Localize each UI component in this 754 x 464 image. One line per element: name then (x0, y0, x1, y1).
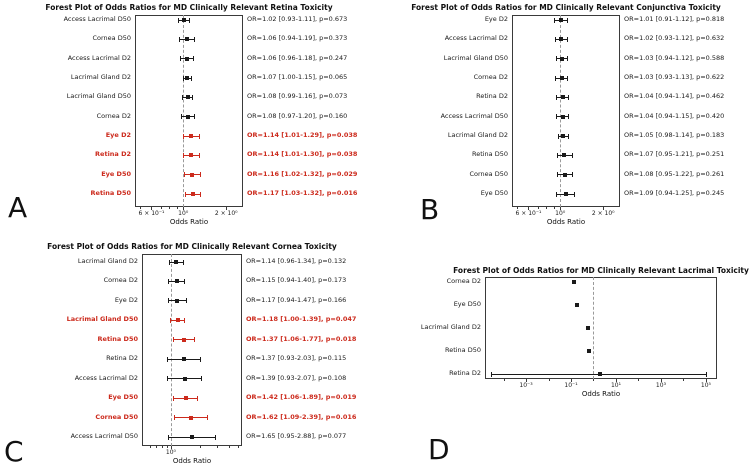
error-bar-cap (167, 357, 168, 362)
reference-line (183, 15, 184, 207)
row-label: Access Lacrimal D2 (444, 34, 508, 43)
x-tick-label: 2 × 10⁰ (591, 210, 615, 217)
minor-x-tick (593, 379, 594, 381)
row-label: Eye D2 (114, 295, 138, 304)
panel-letter-c: C (4, 435, 24, 464)
x-tick-label: 6 × 10⁻¹ (515, 210, 542, 217)
error-bar-cap (181, 114, 182, 119)
error-bar-cap (186, 298, 187, 303)
or-annotation: OR=1.04 [0.94-1.15], p=0.420 (624, 111, 725, 120)
error-bar-cap (200, 172, 201, 177)
error-bar-cap (167, 376, 168, 381)
minor-x-tick (638, 379, 639, 381)
minor-x-tick (200, 446, 201, 448)
error-bar-cap (557, 153, 558, 158)
reference-line (593, 277, 594, 379)
or-annotation: OR=1.06 [0.94-1.19], p=0.373 (247, 34, 348, 43)
error-bar-cap (574, 192, 575, 197)
error-bar-cap (194, 337, 195, 342)
minor-x-tick (546, 207, 547, 209)
row-label: Eye D50 (453, 300, 481, 308)
minor-x-tick (238, 446, 239, 448)
or-marker (598, 372, 602, 376)
minor-x-tick (504, 379, 505, 381)
row-label: Cornea D50 (92, 34, 131, 43)
row-label: Eye D2 (484, 15, 508, 23)
row-label: Lacrimal Gland D50 (66, 92, 131, 101)
or-annotation: OR=1.09 [0.94-1.25], p=0.245 (624, 189, 725, 197)
error-bar-cap (192, 95, 193, 100)
row-label: Cornea D2 (96, 111, 131, 120)
or-marker (563, 173, 567, 177)
error-bar-cap (556, 192, 557, 197)
or-annotation: OR=1.14 [0.96-1.34], p=0.132 (246, 257, 347, 265)
or-marker (189, 134, 193, 138)
plot-area (485, 277, 717, 379)
row-label: Cornea D2 (446, 277, 481, 285)
or-annotation: OR=1.39 [0.93-2.07], p=0.108 (246, 373, 347, 382)
panel-title: Forest Plot of Odds Ratios for MD Clinically Relevant Lacrimal Toxicity (453, 266, 749, 275)
or-marker (184, 396, 188, 400)
error-bar-cap (200, 357, 201, 362)
error-bar-cap (555, 37, 556, 42)
or-annotation: OR=1.05 [0.98-1.14], p=0.183 (624, 131, 725, 139)
error-bar-cap (567, 37, 568, 42)
row-label: Lacrimal Gland D50 (443, 53, 508, 62)
or-marker (182, 18, 186, 22)
row-label: Eye D50 (480, 189, 508, 197)
x-axis-label: Odds Ratio (169, 218, 209, 226)
or-annotation: OR=1.04 [0.94-1.14], p=0.462 (624, 92, 725, 101)
error-bar-cap (572, 153, 573, 158)
error-bar-cap (183, 260, 184, 265)
plot-area (512, 15, 620, 207)
minor-x-tick (150, 446, 151, 448)
error-bar-cap (173, 337, 174, 342)
minor-x-tick (156, 446, 157, 448)
error-bar-cap (572, 172, 573, 177)
or-marker (183, 377, 187, 381)
error-bar-cap (183, 134, 184, 139)
error-bar-cap (168, 298, 169, 303)
or-annotation: OR=1.03 [0.93-1.13], p=0.622 (624, 73, 725, 81)
or-marker (189, 153, 193, 157)
error-bar-cap (180, 56, 181, 61)
error-bar-cap (567, 56, 568, 61)
error-bar-cap (194, 114, 195, 119)
minor-x-tick (167, 446, 168, 448)
or-annotation: OR=1.37 [0.93-2.03], p=0.115 (246, 354, 347, 363)
x-tick-label: 6 × 10⁻¹ (138, 210, 165, 217)
error-bar-cap (183, 76, 184, 81)
error-bar-cap (173, 396, 174, 401)
error-bar-cap (191, 76, 192, 81)
or-annotation: OR=1.16 [1.02-1.32], p=0.029 (247, 169, 358, 178)
or-marker (182, 338, 186, 342)
error-bar-cap (200, 192, 201, 197)
minor-x-tick (554, 207, 555, 209)
error-bar-cap (185, 192, 186, 197)
error-bar-cap (215, 435, 216, 440)
error-bar-cap (491, 372, 492, 377)
error-bar-cap (556, 95, 557, 100)
error-bar-cap (558, 134, 559, 139)
x-axis-label: Odds Ratio (172, 457, 212, 464)
error-bar-cap (199, 153, 200, 158)
or-annotation: OR=1.42 [1.06-1.89], p=0.019 (246, 393, 357, 402)
or-marker (562, 153, 566, 157)
minor-x-tick (229, 446, 230, 448)
error-bar-cap (168, 279, 169, 284)
row-label: Access Lacrimal D50 (70, 432, 138, 440)
error-bar-cap (183, 153, 184, 158)
or-annotation: OR=1.65 [0.95-2.88], p=0.077 (246, 432, 347, 440)
error-bar-cap (568, 95, 569, 100)
error-bar-cap (197, 396, 198, 401)
or-annotation: OR=1.15 [0.94-1.40], p=0.173 (246, 276, 347, 285)
or-marker (559, 37, 563, 41)
or-marker (561, 115, 565, 119)
error-bar-cap (179, 37, 180, 42)
x-tick-label: 10³ (655, 382, 666, 389)
or-marker (561, 134, 565, 138)
or-marker (575, 303, 579, 307)
row-label: Retina D2 (449, 369, 481, 377)
error-bar-cap (201, 376, 202, 381)
or-marker (185, 76, 189, 80)
panel-title: Forest Plot of Odds Ratios for MD Clinically Relevant Retina Toxicity (45, 3, 333, 12)
or-annotation: OR=1.07 [1.00-1.15], p=0.065 (247, 73, 348, 81)
minor-x-tick (169, 207, 170, 209)
error-bar-cap (555, 76, 556, 81)
error-bar-cap (193, 56, 194, 61)
x-axis-label: Odds Ratio (546, 218, 586, 226)
or-marker (176, 318, 180, 322)
x-tick-label: 10⁰ (165, 449, 176, 456)
row-label: Retina D50 (90, 189, 131, 197)
row-label: Retina D50 (444, 346, 481, 354)
row-label: Cornea D2 (103, 276, 138, 285)
or-annotation: OR=1.62 [1.09-2.39], p=0.016 (246, 412, 357, 421)
row-label: Lacrimal Gland D2 (77, 257, 138, 265)
or-marker (559, 18, 563, 22)
or-annotation: OR=1.06 [0.96-1.18], p=0.247 (247, 53, 348, 62)
error-bar-cap (567, 76, 568, 81)
error-bar-cap (706, 372, 707, 377)
minor-x-tick (217, 446, 218, 448)
or-annotation: OR=1.37 [1.06-1.77], p=0.018 (246, 334, 357, 343)
error-bar-cap (207, 415, 208, 420)
or-marker (587, 349, 591, 353)
error-bar-cap (556, 114, 557, 119)
or-annotation: OR=1.17 [1.03-1.32], p=0.016 (247, 189, 358, 197)
reference-line (171, 254, 172, 446)
panel-title: Forest Plot of Odds Ratios for MD Clinically Relevant Cornea Toxicity (47, 242, 337, 251)
row-label: Retina D2 (106, 354, 138, 363)
row-label: Lacrimal Gland D2 (447, 131, 508, 139)
x-tick-label: 10⁰ (555, 210, 566, 217)
minor-x-tick (549, 379, 550, 381)
or-marker (175, 299, 179, 303)
or-marker (174, 260, 178, 264)
error-bar-cap (199, 134, 200, 139)
x-tick-label: 10⁻³ (519, 382, 533, 389)
panel-letter-b: B (420, 193, 440, 226)
row-label: Access Lacrimal D50 (440, 111, 508, 120)
x-tick-label: 10⁵ (700, 382, 711, 389)
or-annotation: OR=1.08 [0.95-1.22], p=0.261 (624, 169, 725, 178)
error-bar-cap (189, 18, 190, 23)
or-annotation: OR=1.07 [0.95-1.21], p=0.251 (624, 150, 725, 159)
row-label: Lacrimal Gland D50 (66, 315, 138, 324)
or-marker (560, 76, 564, 80)
or-annotation: OR=1.03 [0.94-1.12], p=0.588 (624, 53, 725, 62)
or-annotation: OR=1.17 [0.94-1.47], p=0.166 (246, 295, 347, 304)
panel-title: Forest Plot of Odds Ratios for MD Clinically Relevant Conjunctiva Toxicity (411, 3, 721, 12)
or-annotation: OR=1.08 [0.99-1.16], p=0.073 (247, 92, 348, 101)
error-bar-cap (168, 435, 169, 440)
minor-x-tick (517, 207, 518, 209)
or-marker (572, 280, 576, 284)
row-label: Access Lacrimal D50 (63, 15, 131, 23)
row-label: Retina D50 (97, 334, 138, 343)
row-label: Retina D50 (471, 150, 508, 159)
row-label: Eye D2 (105, 131, 131, 139)
minor-x-tick (538, 207, 539, 209)
or-marker (561, 95, 565, 99)
minor-x-tick (683, 379, 684, 381)
or-marker (185, 57, 189, 61)
or-marker (586, 326, 590, 330)
minor-x-tick (161, 207, 162, 209)
error-bar-cap (178, 18, 179, 23)
row-label: Eye D50 (108, 393, 138, 402)
or-marker (560, 57, 564, 61)
or-annotation: OR=1.02 [0.93-1.11], p=0.673 (247, 15, 348, 23)
x-tick-label: 10¹ (610, 382, 622, 389)
reference-line (560, 15, 561, 207)
row-label: Lacrimal Gland D2 (70, 73, 131, 81)
or-marker (190, 173, 194, 177)
error-bar-cap (194, 37, 195, 42)
error-bar-cap (567, 18, 568, 23)
or-annotation: OR=1.18 [1.00-1.39], p=0.047 (246, 315, 357, 324)
row-label: Retina D2 (95, 150, 131, 159)
row-label: Cornea D2 (473, 73, 508, 81)
row-label: Cornea D50 (469, 169, 508, 178)
x-axis-label: Odds Ratio (581, 390, 621, 398)
minor-x-tick (162, 446, 163, 448)
row-label: Eye D50 (101, 169, 131, 178)
or-annotation: OR=1.08 [0.97-1.20], p=0.160 (247, 111, 348, 120)
x-tick-label: 10⁰ (178, 210, 189, 217)
x-tick-label: 2 × 10⁰ (214, 210, 238, 217)
or-annotation: OR=1.01 [0.91-1.12], p=0.818 (624, 15, 725, 23)
row-label: Retina D2 (476, 92, 508, 101)
x-tick-label: 10⁻¹ (564, 382, 578, 389)
row-label: Access Lacrimal D2 (74, 373, 138, 382)
row-label: Lacrimal Gland D2 (420, 323, 481, 331)
panel-letter-a: A (8, 191, 28, 224)
error-bar-cap (184, 172, 185, 177)
error-bar-cap (568, 114, 569, 119)
or-marker (189, 416, 193, 420)
error-bar-cap (554, 18, 555, 23)
or-marker (190, 435, 194, 439)
error-bar-cap (182, 95, 183, 100)
error-bar-cap (184, 279, 185, 284)
error-bar-cap (174, 415, 175, 420)
or-marker (186, 115, 190, 119)
or-annotation: OR=1.14 [1.01-1.30], p=0.038 (247, 150, 358, 159)
or-marker (185, 37, 189, 41)
error-bar-cap (169, 260, 170, 265)
or-marker (191, 192, 195, 196)
error-bar-cap (568, 134, 569, 139)
minor-x-tick (177, 207, 178, 209)
error-bar-cap (557, 172, 558, 177)
or-marker (175, 279, 179, 283)
error-bar-cap (184, 318, 185, 323)
plot-area (135, 15, 243, 207)
or-marker (186, 95, 190, 99)
error-bar-cap (556, 56, 557, 61)
row-label: Access Lacrimal D2 (67, 53, 131, 62)
error-bar-cap (170, 318, 171, 323)
or-annotation: OR=1.14 [1.01-1.29], p=0.038 (247, 131, 358, 139)
minor-x-tick (140, 207, 141, 209)
or-annotation: OR=1.02 [0.93-1.12], p=0.632 (624, 34, 725, 43)
row-label: Cornea D50 (95, 412, 138, 421)
or-marker (564, 192, 568, 196)
panel-letter-d: D (428, 433, 450, 464)
or-marker (182, 357, 186, 361)
